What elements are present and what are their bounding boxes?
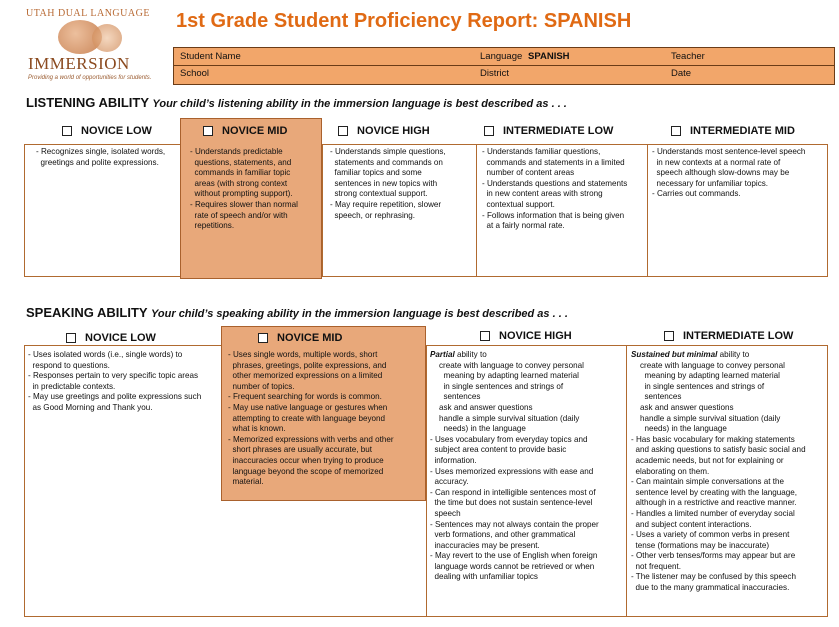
descriptor-line: - Sentences may not always contain the proper xyxy=(430,519,599,529)
descriptor-line: and subject content interactions. xyxy=(631,519,752,529)
descriptor-line: speech xyxy=(430,508,461,518)
speaking-novice-mid-text xyxy=(228,350,394,488)
descriptor-line: - Understands familiar questions, xyxy=(482,147,601,156)
descriptor-line: sentences xyxy=(631,392,682,402)
descriptor-line: language beyond the scope of memorized xyxy=(228,466,384,476)
checkbox-icon[interactable] xyxy=(203,126,213,136)
listening-subtitle: Your child’s listening ability in the immersion language is best described as . . . xyxy=(152,98,567,110)
speaking-novice-high-text xyxy=(430,350,599,583)
descriptor-line: - Can respond in intelligible sentences most of xyxy=(430,487,596,497)
descriptor-line: - Has basic vocabulary for making statements xyxy=(631,434,795,444)
descriptor-line: contextual support. xyxy=(482,199,555,209)
descriptor-line: needs) in the language xyxy=(430,424,526,434)
checkbox-icon[interactable] xyxy=(258,333,268,343)
district-label: District xyxy=(480,68,510,79)
descriptor-line: as Good Morning and Thank you. xyxy=(28,402,153,412)
descriptor-line: sentences in new topics with xyxy=(330,178,438,188)
descriptor-line: verb formations, and other grammatical xyxy=(430,530,576,540)
speaking-subtitle: Your child’s speaking ability in the immersion language is best described as . . . xyxy=(150,308,568,320)
descriptor-line: inaccuracies occur when trying to produce xyxy=(228,455,384,465)
descriptor-line: - Understands questions and statements xyxy=(482,178,628,188)
checkbox-icon[interactable] xyxy=(664,331,674,341)
descriptor-line: ask and answer questions xyxy=(631,402,734,412)
descriptor-line: needs) in the language xyxy=(631,424,727,434)
descriptor-line: - Carries out commands. xyxy=(652,189,741,199)
teacher-label: Teacher xyxy=(671,51,705,62)
descriptor-line: - May use greetings and polite expressions such xyxy=(28,392,202,402)
checkbox-icon[interactable] xyxy=(338,126,348,136)
descriptor-line: - Understands predictable xyxy=(190,147,283,156)
descriptor-line: respond to questions. xyxy=(28,360,110,370)
descriptor-line: necessary for unfamiliar topics. xyxy=(652,178,769,188)
descriptor-line: - Follows information that is being given xyxy=(482,210,625,220)
logo-name: IMMERSION xyxy=(28,54,130,73)
descriptor-line: material. xyxy=(228,477,264,487)
descriptor-line: commands and statements in a limited xyxy=(482,157,625,167)
descriptor-line: elaborating on them. xyxy=(631,466,710,476)
descriptor-line: commands in familiar topic xyxy=(190,168,291,178)
descriptor-line: Partial ability to xyxy=(430,350,487,359)
descriptor-line: language words cannot be retrieved or when xyxy=(430,561,595,571)
listening-level-novice-low: NOVICE LOW xyxy=(62,125,152,137)
listening-novice-mid-text xyxy=(190,147,298,232)
descriptor-line: statements and commands on xyxy=(330,157,443,167)
descriptor-line: handle a simple survival situation (daily xyxy=(631,413,781,423)
listening-level-intermediate-mid: INTERMEDIATE MID xyxy=(671,125,795,137)
date-label: Date xyxy=(671,68,692,79)
info-divider xyxy=(174,65,834,66)
descriptor-line: attempting to create with language beyond xyxy=(228,413,386,423)
divider xyxy=(322,144,323,277)
student-name-label: Student Name xyxy=(180,51,241,62)
descriptor-line: in single sentences and strings of xyxy=(430,381,564,391)
checkbox-icon[interactable] xyxy=(480,331,490,341)
descriptor-line: - Handles a limited number of everyday social xyxy=(631,508,795,518)
descriptor-line: - May require repetition, slower xyxy=(330,199,442,209)
descriptor-line: - Memorized expressions with verbs and other xyxy=(228,434,394,444)
speaking-level-intermediate-low: INTERMEDIATE LOW xyxy=(664,330,793,342)
descriptor-line: academic needs, but not for explaining or xyxy=(631,455,784,465)
descriptor-line: dealing with unfamiliar topics xyxy=(430,572,538,582)
descriptor-line: Sustained but minimal ability to xyxy=(631,350,750,359)
descriptor-line: in new contexts at a normal rate of xyxy=(652,157,781,167)
report-title: 1st Grade Student Proficiency Report: SPANISH xyxy=(176,10,632,32)
descriptor-line: - Uses vocabulary from everyday topics and xyxy=(430,434,588,444)
descriptor-line: - May use native language or gestures when xyxy=(228,402,388,412)
descriptor-line: inaccuracies may be present. xyxy=(430,540,540,550)
descriptor-line: create with language to convey personal xyxy=(430,360,584,370)
descriptor-line: not frequent. xyxy=(631,561,681,571)
descriptor-line: information. xyxy=(430,455,477,465)
divider xyxy=(476,144,477,277)
descriptor-line: - Understands simple questions, xyxy=(330,147,446,156)
descriptor-line: areas (with strong context xyxy=(190,178,288,188)
descriptor-line: - Requires slower than normal xyxy=(190,199,298,209)
descriptor-line: speech although slow-downs may be xyxy=(652,168,790,178)
divider xyxy=(626,345,627,617)
descriptor-line: - Uses memorized expressions with ease and xyxy=(430,466,594,476)
descriptor-line: without prompting support). xyxy=(190,189,293,199)
speaking-level-novice-high: NOVICE HIGH xyxy=(480,330,572,342)
listening-novice-high-text xyxy=(330,147,446,221)
descriptor-line: and asking questions to satisfy basic social and xyxy=(631,445,806,455)
checkbox-icon[interactable] xyxy=(62,126,72,136)
descriptor-line: - Uses single words, multiple words, short xyxy=(228,350,378,359)
descriptor-line: in single sentences and strings of xyxy=(631,381,765,391)
descriptor-line: sentence level by creating with the language, xyxy=(631,487,798,497)
descriptor-line: - Understands most sentence-level speech xyxy=(652,147,806,156)
listening-heading xyxy=(26,95,567,110)
descriptor-line: tense (formations may be inaccurate) xyxy=(631,540,770,550)
descriptor-line: - Uses a variety of common verbs in present xyxy=(631,530,790,540)
language-label: Language xyxy=(480,51,523,62)
descriptor-line: what is known. xyxy=(228,424,286,434)
logo-tagline: Providing a world of opportunities for students. xyxy=(28,75,152,81)
speaking-level-novice-mid: NOVICE MID xyxy=(258,332,342,344)
checkbox-icon[interactable] xyxy=(671,126,681,136)
descriptor-line: accuracy. xyxy=(430,477,469,487)
descriptor-line: greetings and polite expressions. xyxy=(36,157,159,167)
descriptor-line: - Responses pertain to very specific topic areas xyxy=(28,371,199,381)
descriptor-line: - Uses isolated words (i.e., single words) to xyxy=(28,350,183,359)
language-value: SPANISH xyxy=(528,51,570,62)
speaking-heading xyxy=(26,305,568,320)
descriptor-line: familiar topics and some xyxy=(330,168,422,178)
descriptor-line: meaning by adapting learned material xyxy=(631,371,780,381)
descriptor-line: - Recognizes single, isolated words, xyxy=(36,147,166,156)
descriptor-line: the time but does not sustain sentence-level xyxy=(430,498,593,508)
descriptor-line: although in a restrictive and reactive manner. xyxy=(631,498,797,508)
descriptor-line: at a fairly normal rate. xyxy=(482,221,565,231)
listening-intermediate-low-text xyxy=(482,147,627,232)
descriptor-line: strong contextual support. xyxy=(330,189,428,199)
listening-level-intermediate-low: INTERMEDIATE LOW xyxy=(484,125,613,137)
divider xyxy=(426,345,427,617)
descriptor-line: repetitions. xyxy=(190,221,235,231)
descriptor-line: in new content areas with strong xyxy=(482,189,603,199)
descriptor-line: subject area content to provide basic xyxy=(430,445,567,455)
descriptor-line: phrases, greetings, polite expressions, and xyxy=(228,360,387,370)
listening-title: LISTENING ABILITY xyxy=(26,95,149,110)
school-label: School xyxy=(180,68,210,79)
descriptor-line: - Other verb tenses/forms may appear but are xyxy=(631,551,796,561)
speaking-novice-low-text xyxy=(28,350,201,414)
descriptor-line: number of content areas xyxy=(482,168,575,178)
listening-novice-low-text xyxy=(36,147,165,168)
descriptor-line: ask and answer questions xyxy=(430,402,533,412)
descriptor-line: handle a simple survival situation (daily xyxy=(430,413,580,423)
descriptor-line: due to the many grammatical inaccuracies. xyxy=(631,583,790,593)
checkbox-icon[interactable] xyxy=(484,126,494,136)
descriptor-line: in predictable contexts. xyxy=(28,381,116,391)
listening-intermediate-mid-text xyxy=(652,147,805,200)
descriptor-line: - Frequent searching for words is common. xyxy=(228,392,382,402)
descriptor-line: sentences xyxy=(430,392,481,402)
listening-level-novice-high: NOVICE HIGH xyxy=(338,125,430,137)
program-logo xyxy=(8,6,168,88)
descriptor-line: meaning by adapting learned material xyxy=(430,371,579,381)
descriptor-line: other memorized expressions on a limited xyxy=(228,371,383,381)
student-info-table xyxy=(173,47,835,85)
checkbox-icon[interactable] xyxy=(66,333,76,343)
listening-level-novice-mid: NOVICE MID xyxy=(203,125,287,137)
descriptor-line: rate of speech and/or with xyxy=(190,210,288,220)
descriptor-line: speech, or rephrasing. xyxy=(330,210,416,220)
globe-shadow-icon xyxy=(92,24,122,52)
descriptor-line: - Can maintain simple conversations at the xyxy=(631,477,784,487)
speaking-title: SPEAKING ABILITY xyxy=(26,305,148,320)
descriptor-line: - The listener may be confused by this speech xyxy=(631,572,796,582)
descriptor-line: create with language to convey personal xyxy=(631,360,785,370)
speaking-intermediate-low-text xyxy=(631,350,806,594)
speaking-level-novice-low: NOVICE LOW xyxy=(66,332,156,344)
descriptor-line: questions, statements, and xyxy=(190,157,292,167)
descriptor-line: - May revert to the use of English when foreign xyxy=(430,551,598,561)
divider xyxy=(647,144,648,277)
descriptor-line: short phrases are usually accurate, but xyxy=(228,445,372,455)
descriptor-line: number of topics. xyxy=(228,381,295,391)
logo-arc-text: UTAH DUAL LANGUAGE xyxy=(26,8,150,19)
